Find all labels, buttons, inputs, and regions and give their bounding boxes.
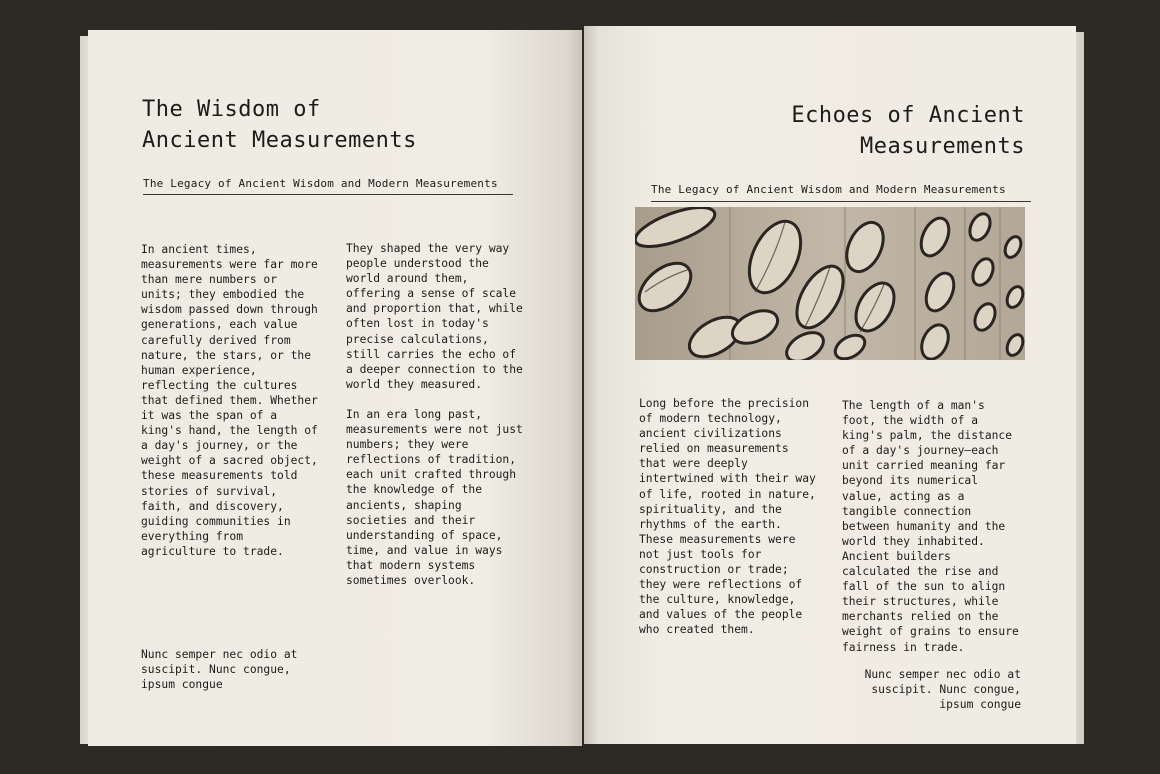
right-page-note: Nunc semper nec odio at suscipit. Nunc congue, ipsum congue: [864, 668, 1021, 712]
left-page-note: Nunc semper nec odio at suscipit. Nunc congue, ipsum congue: [141, 648, 298, 692]
left-column-1: In ancient times, measurements were far more than mere numbers or units; they embodied the wisdom passed down through generations, each value carefully derived from nature, the stars, or the human experience, reflecting the cultures that defined them. Whether it was the span of a king's hand, the length of a day's journey, or the weight of a sacred object, these measurements told stories of survival, faith, and discovery, guiding communities in everything from agriculture to trade.: [141, 243, 318, 558]
left-column-2-paragraph-1: They shaped the very way people understood the world around them, offering a sense of scale and proportion that, while often lost in today's precise calculations, still carries the echo of a deeper connection to the world they measured.: [346, 242, 523, 391]
right-subtitle-rule: [651, 201, 1031, 202]
carved-leaf-relief-image: [635, 207, 1025, 360]
right-page-subtitle: The Legacy of Ancient Wisdom and Modern Measurements: [651, 183, 1006, 196]
right-column-2: The length of a man's foot, the width of a king's palm, the distance of a day's journey—each unit carried meaning far beyond its numerical value, acting as a tangible connection between humanity and the world they inhabited. Ancient builders calculated the rise and fall of the sun to align their structures, while merchants relied on the weight of grains to ensure fairness in trade.: [842, 399, 1019, 654]
left-page-subtitle: The Legacy of Ancient Wisdom and Modern Measurements: [143, 177, 498, 190]
left-column-2-paragraph-2: In an era long past, measurements were not just numbers; they were reflections of tradition, each unit crafted through the knowledge of the ancients, shaping societies and their understanding of space, time, and value in ways that modern systems sometimes overlook.: [346, 408, 523, 588]
left-subtitle-rule: [143, 194, 513, 195]
right-column-1: Long before the precision of modern technology, ancient civilizations relied on measurements that were deeply intertwined with their way of life, rooted in nature, spirituality, and the rhythms of the earth. These measurements were not just tools for construction or trade; they were reflections of the culture, knowledge, and values of the people who created them.: [639, 397, 816, 637]
left-page-title: The Wisdom of Ancient Measurements: [142, 97, 417, 153]
right-page-title: Echoes of Ancient Measurements: [791, 103, 1025, 159]
